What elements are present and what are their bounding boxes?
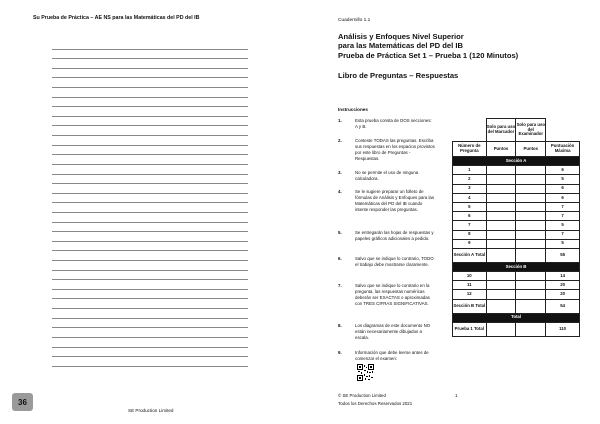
instruction-number: 8. [338, 323, 342, 328]
answer-line[interactable] [52, 309, 248, 319]
answer-line[interactable] [52, 59, 248, 69]
answer-line[interactable] [52, 175, 248, 185]
max-score-cell: 5 [546, 239, 580, 248]
marker-points-cell[interactable] [486, 322, 516, 336]
answer-line[interactable] [52, 328, 248, 338]
table-row [453, 221, 580, 230]
instruction-number: 9. [338, 350, 342, 355]
marker-points-cell[interactable] [486, 299, 516, 313]
table-row [453, 290, 580, 299]
table-row [453, 184, 580, 193]
examiner-points-cell[interactable] [516, 299, 546, 313]
answer-line[interactable] [52, 251, 248, 261]
max-score-cell: 6 [546, 193, 580, 202]
examiner-points-cell[interactable] [516, 290, 546, 299]
total-header: Total [453, 313, 580, 322]
examiner-points-cell[interactable] [516, 193, 546, 202]
answer-line[interactable] [52, 271, 248, 281]
answer-line[interactable] [52, 98, 248, 108]
copyright-line-2: Todos los Derechos Reservados 2021 [338, 401, 413, 406]
marker-points-cell[interactable] [486, 193, 516, 202]
answer-lines[interactable] [52, 40, 248, 367]
answer-line[interactable] [52, 184, 248, 194]
answer-line[interactable] [52, 69, 248, 79]
marker-points-cell[interactable] [486, 281, 516, 290]
answer-line[interactable] [52, 203, 248, 213]
question-number-cell: 5 [453, 202, 487, 211]
max-score-cell: 7 [546, 212, 580, 221]
examiner-points-cell[interactable] [516, 248, 546, 262]
answer-line[interactable] [52, 348, 248, 358]
table-row [453, 272, 580, 281]
question-number-cell: 4 [453, 193, 487, 202]
max-score-cell: 5 [546, 221, 580, 230]
question-number-cell: 6 [453, 212, 487, 221]
answer-line[interactable] [52, 280, 248, 290]
section-b-header: Sección B [453, 262, 580, 271]
answer-line[interactable] [52, 50, 248, 60]
answer-line[interactable] [52, 242, 248, 252]
question-number-cell: 1 [453, 166, 487, 175]
marker-points-cell[interactable] [486, 272, 516, 281]
max-score-cell: 7 [546, 230, 580, 239]
instruction-text: Salvo que se indique lo contrario en la pregunta, las respuestas numéricas deberán ser EXACTAS o aproximadas con TRES CIFRAS SIGNIFICATIVAS. [355, 283, 430, 307]
points-header-1: Puntos [486, 142, 516, 157]
examiner-points-cell[interactable] [516, 166, 546, 175]
instruction-number: 7. [338, 283, 342, 288]
question-number-cell: Sección A Total [453, 248, 487, 262]
marker-points-cell[interactable] [486, 212, 516, 221]
examiner-points-cell[interactable] [516, 212, 546, 221]
examiner-points-cell[interactable] [516, 230, 546, 239]
question-number-cell: 7 [453, 221, 487, 230]
marker-points-cell[interactable] [486, 239, 516, 248]
instruction-number: 5. [338, 230, 342, 235]
examiner-points-cell[interactable] [516, 281, 546, 290]
max-score-cell: 55 [546, 248, 580, 262]
examiner-points-cell[interactable] [516, 175, 546, 184]
marker-points-cell[interactable] [486, 175, 516, 184]
question-number-cell: Sección B Total [453, 299, 487, 313]
max-score-header: Puntuación Máxima [546, 142, 580, 157]
answer-line[interactable] [52, 319, 248, 329]
page-number-badge: 36 [12, 393, 33, 411]
examiner-column-header: Solo para uso del Examinador [516, 119, 546, 142]
answer-line[interactable] [52, 290, 248, 300]
answer-line[interactable] [52, 117, 248, 127]
table-row [453, 175, 580, 184]
table-row [453, 248, 580, 262]
booklet-label: Cuadernillo 1.1 [338, 18, 371, 23]
marker-points-cell[interactable] [486, 221, 516, 230]
marker-points-cell[interactable] [486, 290, 516, 299]
instruction-text: Esta prueba consta de DOS secciones: A y B. [355, 118, 432, 130]
instruction-number: 1. [338, 118, 342, 123]
answer-line[interactable] [52, 232, 248, 242]
answer-line[interactable] [52, 155, 248, 165]
instruction-text: Los diagramas de este documento NO están necesariamente dibujados a escala. [355, 323, 431, 341]
examiner-points-cell[interactable] [516, 272, 546, 281]
running-header: Su Prueba de Práctica – AE NS para las Matemáticas del PD del IB [33, 15, 200, 21]
table-row [453, 193, 580, 202]
marks-table [452, 118, 580, 337]
question-number-cell: 12 [453, 290, 487, 299]
copyright-line-1: © SE Production Limited [338, 393, 386, 398]
instruction-text: Se le sugiere preparar un folleto de fórmulas de Análisis y Enfoques para las Matemáticas del PD del IB cuando intente responder las preguntas. [355, 189, 435, 213]
instruction-text: No se permite el uso de ninguna calculadora. [355, 170, 419, 182]
examiner-points-cell[interactable] [516, 202, 546, 211]
examiner-points-cell[interactable] [516, 322, 546, 336]
instruction-text: Salvo que se indique lo contrario, TODO el trabajo debe mostrarse claramente. [355, 256, 434, 268]
question-number-cell: 8 [453, 230, 487, 239]
points-header-2: Puntos [516, 142, 546, 157]
max-score-cell: 7 [546, 202, 580, 211]
answer-line[interactable] [52, 136, 248, 146]
instruction-text: Conteste TODAS las preguntas. Escriba sus respuestas en los espacios provistos por este libro de Preguntas - Respuestas. [355, 138, 435, 162]
question-number-cell: 2 [453, 175, 487, 184]
left-footer: SE Production Limited [128, 408, 174, 413]
answer-line[interactable] [52, 357, 248, 367]
max-score-cell: 5 [546, 175, 580, 184]
answer-line[interactable] [52, 40, 248, 50]
answer-line[interactable] [52, 88, 248, 98]
marker-points-cell[interactable] [486, 184, 516, 193]
instruction-text: Se entregarán las hojas de respuestas y papeles gráficos adicionales a pedido. [355, 230, 434, 242]
question-number-cell: 10 [453, 272, 487, 281]
answer-line[interactable] [52, 299, 248, 309]
document-title: Análisis y Enfoques Nivel Superior para las Matemáticas del PD del IB Prueba de Práctica Set 1 – Prueba 1 (120 Minutos) [338, 32, 519, 60]
instruction-number: 6. [338, 256, 342, 261]
max-score-cell: 6 [546, 184, 580, 193]
instruction-number: 3. [338, 170, 342, 175]
answer-line[interactable] [52, 78, 248, 88]
instructions-heading: Instrucciones [338, 107, 368, 112]
table-row [453, 239, 580, 248]
max-score-cell: 14 [546, 272, 580, 281]
table-row [453, 166, 580, 175]
question-number-cell: 9 [453, 239, 487, 248]
question-number-cell: 11 [453, 281, 487, 290]
answer-line[interactable] [52, 194, 248, 204]
table-row [453, 230, 580, 239]
qr-code-icon[interactable] [357, 364, 374, 381]
marker-column-header: Solo para uso del Marcador [486, 119, 516, 142]
instruction-number: 2. [338, 138, 342, 143]
examiner-points-cell[interactable] [516, 184, 546, 193]
question-number-cell: 3 [453, 184, 487, 193]
marker-points-cell[interactable] [486, 166, 516, 175]
answer-line[interactable] [52, 261, 248, 271]
examiner-points-cell[interactable] [516, 239, 546, 248]
right-page-number: 1 [455, 393, 458, 398]
instruction-number: 4. [338, 189, 342, 194]
marker-points-cell[interactable] [486, 202, 516, 211]
table-row [453, 281, 580, 290]
document-subtitle: Libro de Preguntas – Respuestas [338, 71, 459, 80]
marker-points-cell[interactable] [486, 230, 516, 239]
table-row [453, 212, 580, 221]
max-score-cell: 110 [546, 322, 580, 336]
instruction-text: Información que debe leerse antes de comenzar el examen: [355, 350, 429, 362]
question-number-cell: Prueba 1 Total [453, 322, 487, 336]
max-score-cell: 20 [546, 281, 580, 290]
answer-line[interactable] [52, 338, 248, 348]
examiner-points-cell[interactable] [516, 221, 546, 230]
section-a-header: Sección A [453, 157, 580, 166]
answer-line[interactable] [52, 146, 248, 156]
marker-points-cell[interactable] [486, 248, 516, 262]
answer-line[interactable] [52, 165, 248, 175]
max-score-cell: 54 [546, 299, 580, 313]
answer-line[interactable] [52, 126, 248, 136]
table-row [453, 202, 580, 211]
max-score-cell: 20 [546, 290, 580, 299]
table-row [453, 322, 580, 336]
answer-line[interactable] [52, 213, 248, 223]
question-number-header: Número de Pregunta [453, 142, 487, 157]
max-score-cell: 6 [546, 166, 580, 175]
answer-line[interactable] [52, 107, 248, 117]
table-row [453, 299, 580, 313]
answer-line[interactable] [52, 223, 248, 233]
